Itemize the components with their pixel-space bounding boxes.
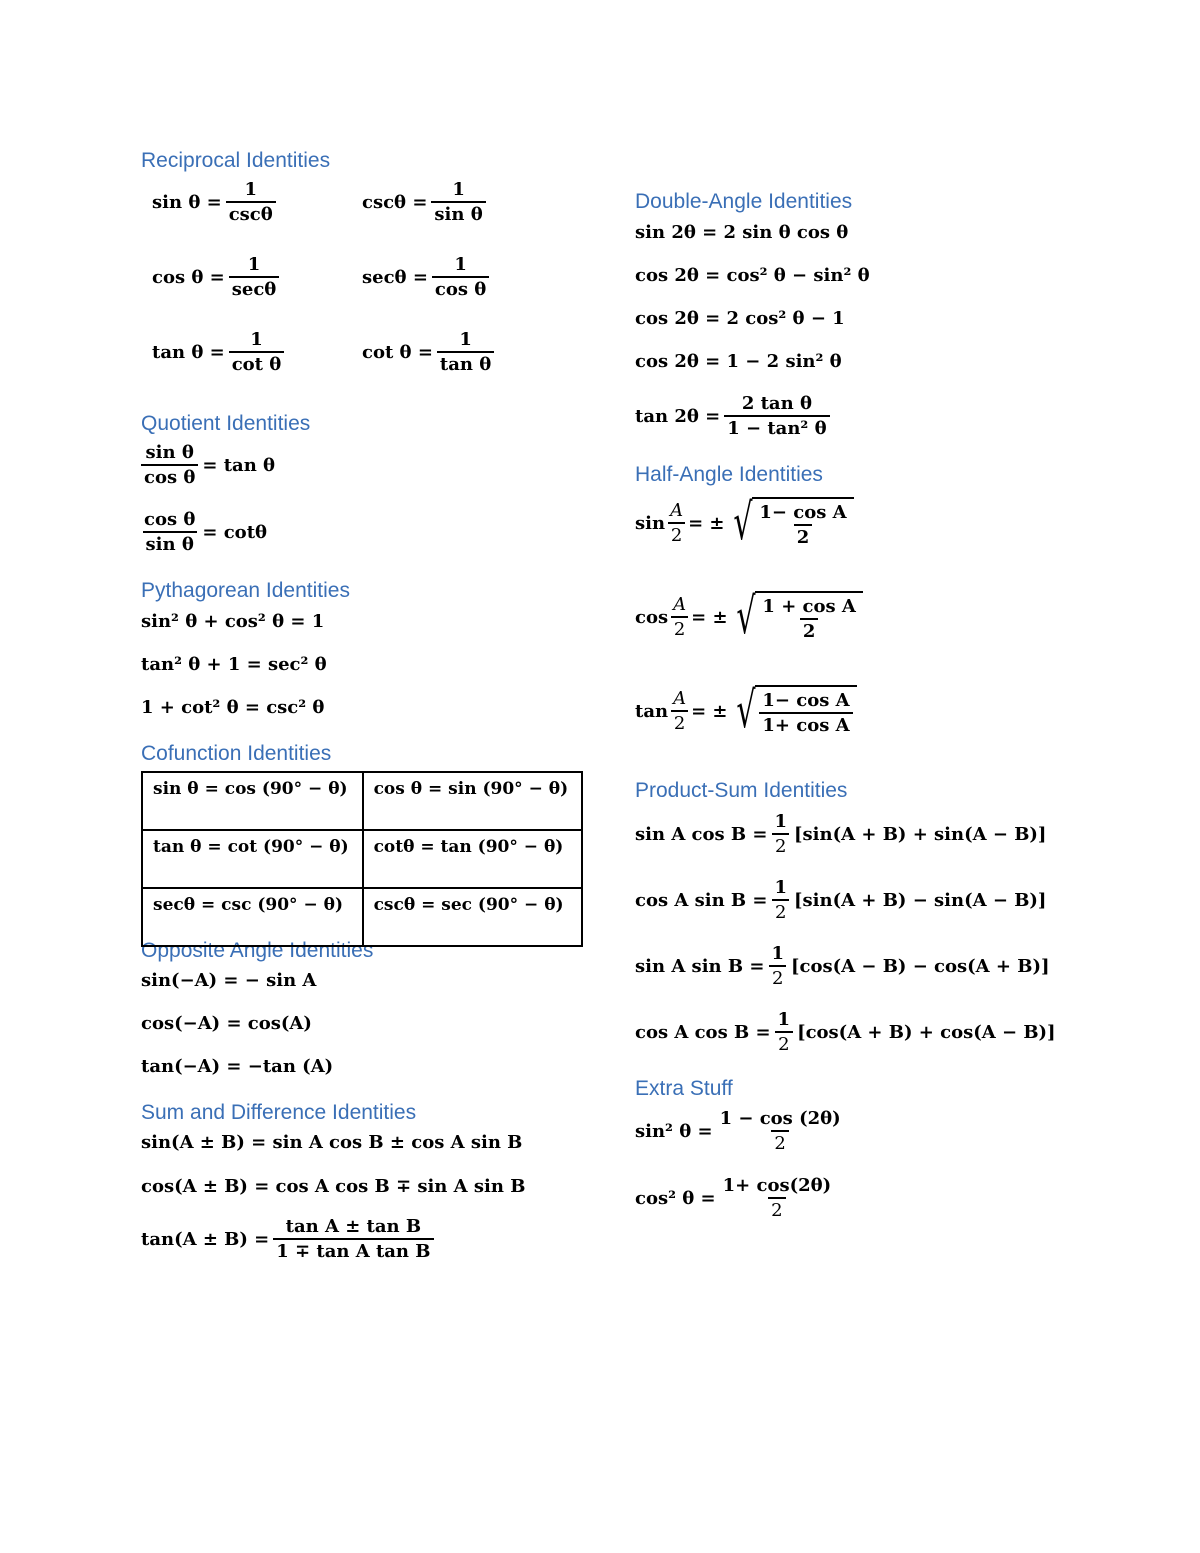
table-cell: cos θ = sin (90° − θ) (363, 772, 582, 830)
reciprocal-csc: cscθ = $\frac{1}{\text{sin θ}}$ (362, 178, 490, 227)
sum-diff-sin: sin(A ± B) = sin A cos B ± cos A sin B (141, 1132, 523, 1153)
heading-extra: Extra Stuff (635, 1077, 733, 1100)
extra-cos-squared: cos² θ = $\frac{1+ \cos(2\theta)}{2}$ (635, 1175, 832, 1222)
half-cos: cos $\frac{A}{2}$ = ± √ $\frac{\text{1 + cos A}}{2}$ (635, 591, 863, 644)
heading-opposite: Opposite Angle Identities (141, 939, 374, 962)
product-sum-4: cos A cos B = $\frac{1}{2}$ [cos(A + B) + cos(A − B)] (635, 1009, 1056, 1056)
pythagorean-3: 1 + cot² θ = csc² θ (141, 697, 325, 718)
heading-quotient: Quotient Identities (141, 412, 311, 435)
table-cell: sin θ = cos (90° − θ) (142, 772, 363, 830)
heading-pythagorean: Pythagorean Identities (141, 579, 350, 602)
heading-cofunction: Cofunction Identities (141, 742, 332, 765)
cofunction-table (141, 771, 583, 947)
reciprocal-cot: cot θ = $\frac{1}{\text{tan θ}}$ (362, 328, 498, 377)
extra-sin-squared: sin² θ = $\frac{1 - \cos (2\theta)}{2}$ (635, 1108, 841, 1155)
quotient-tan: $\frac{\text{sin θ}}{\text{cos θ}}$ = tan θ (141, 441, 275, 490)
double-tan: tan 2θ = $\frac{\text{2 tan θ}}{\text{1 − tan² θ}}$ (635, 392, 834, 441)
reciprocal-sec: secθ = $\frac{1}{\text{cos θ}}$ (362, 253, 493, 302)
pythagorean-1: sin² θ + cos² θ = 1 (141, 611, 325, 632)
table-cell: secθ = csc (90° − θ) (142, 888, 363, 946)
heading-sum-difference: Sum and Difference Identities (141, 1101, 417, 1124)
heading-product-sum: Product-Sum Identities (635, 779, 848, 802)
half-sin: sin $\frac{A}{2}$ = ± √ $\frac{\text{1− cos A}}{2}$ (635, 497, 854, 550)
table-row (142, 888, 582, 946)
half-tan: tan $\frac{A}{2}$ = ± √ $\frac{\text{1− cos A}}{\text{1+ cos A}}$ (635, 685, 857, 738)
reciprocal-cos: cos θ = $\frac{1}{\sec\theta}$ (152, 253, 283, 302)
sum-diff-tan: tan(A ± B) = $\frac{\text{tan A ± tan B}}{\text{1 ∓ tan A tan B}}$ (141, 1215, 438, 1264)
opposite-tan: tan(−A) = −tan (A) (141, 1056, 334, 1077)
double-cos-1: cos 2θ = cos² θ − sin² θ (635, 265, 870, 286)
product-sum-2: cos A sin B = $\frac{1}{2}$ [sin(A + B) − sin(A − B)] (635, 877, 1047, 924)
heading-double-angle: Double-Angle Identities (635, 190, 853, 213)
table-cell: cscθ = sec (90° − θ) (363, 888, 582, 946)
double-sin: sin 2θ = 2 sin θ cos θ (635, 222, 849, 243)
product-sum-1: sin A cos B = $\frac{1}{2}$ [sin(A + B) + sin(A − B)] (635, 811, 1047, 858)
sum-diff-cos: cos(A ± B) = cos A cos B ∓ sin A sin B (141, 1176, 526, 1197)
table-row (142, 772, 582, 830)
double-cos-3: cos 2θ = 1 − 2 sin² θ (635, 351, 842, 372)
opposite-cos: cos(−A) = cos(A) (141, 1013, 312, 1034)
reciprocal-sin: sin θ = $\frac{1}{\csc\theta}$ (152, 178, 280, 227)
quotient-cot: $\frac{\text{cos θ}}{\text{sin θ}}$ = cotθ (144, 509, 268, 556)
pythagorean-2: tan² θ + 1 = sec² θ (141, 654, 327, 675)
heading-reciprocal: Reciprocal Identities (141, 149, 331, 172)
table-row (142, 830, 582, 888)
double-cos-2: cos 2θ = 2 cos² θ − 1 (635, 308, 845, 329)
reciprocal-tan: tan θ = $\frac{1}{\text{cot θ}}$ (152, 328, 288, 377)
table-cell: cotθ = tan (90° − θ) (363, 830, 582, 888)
table-cell: tan θ = cot (90° − θ) (142, 830, 363, 888)
opposite-sin: sin(−A) = − sin A (141, 970, 317, 991)
heading-half-angle: Half-Angle Identities (635, 463, 823, 486)
product-sum-3: sin A sin B = $\frac{1}{2}$ [cos(A − B) − cos(A + B)] (635, 943, 1050, 990)
